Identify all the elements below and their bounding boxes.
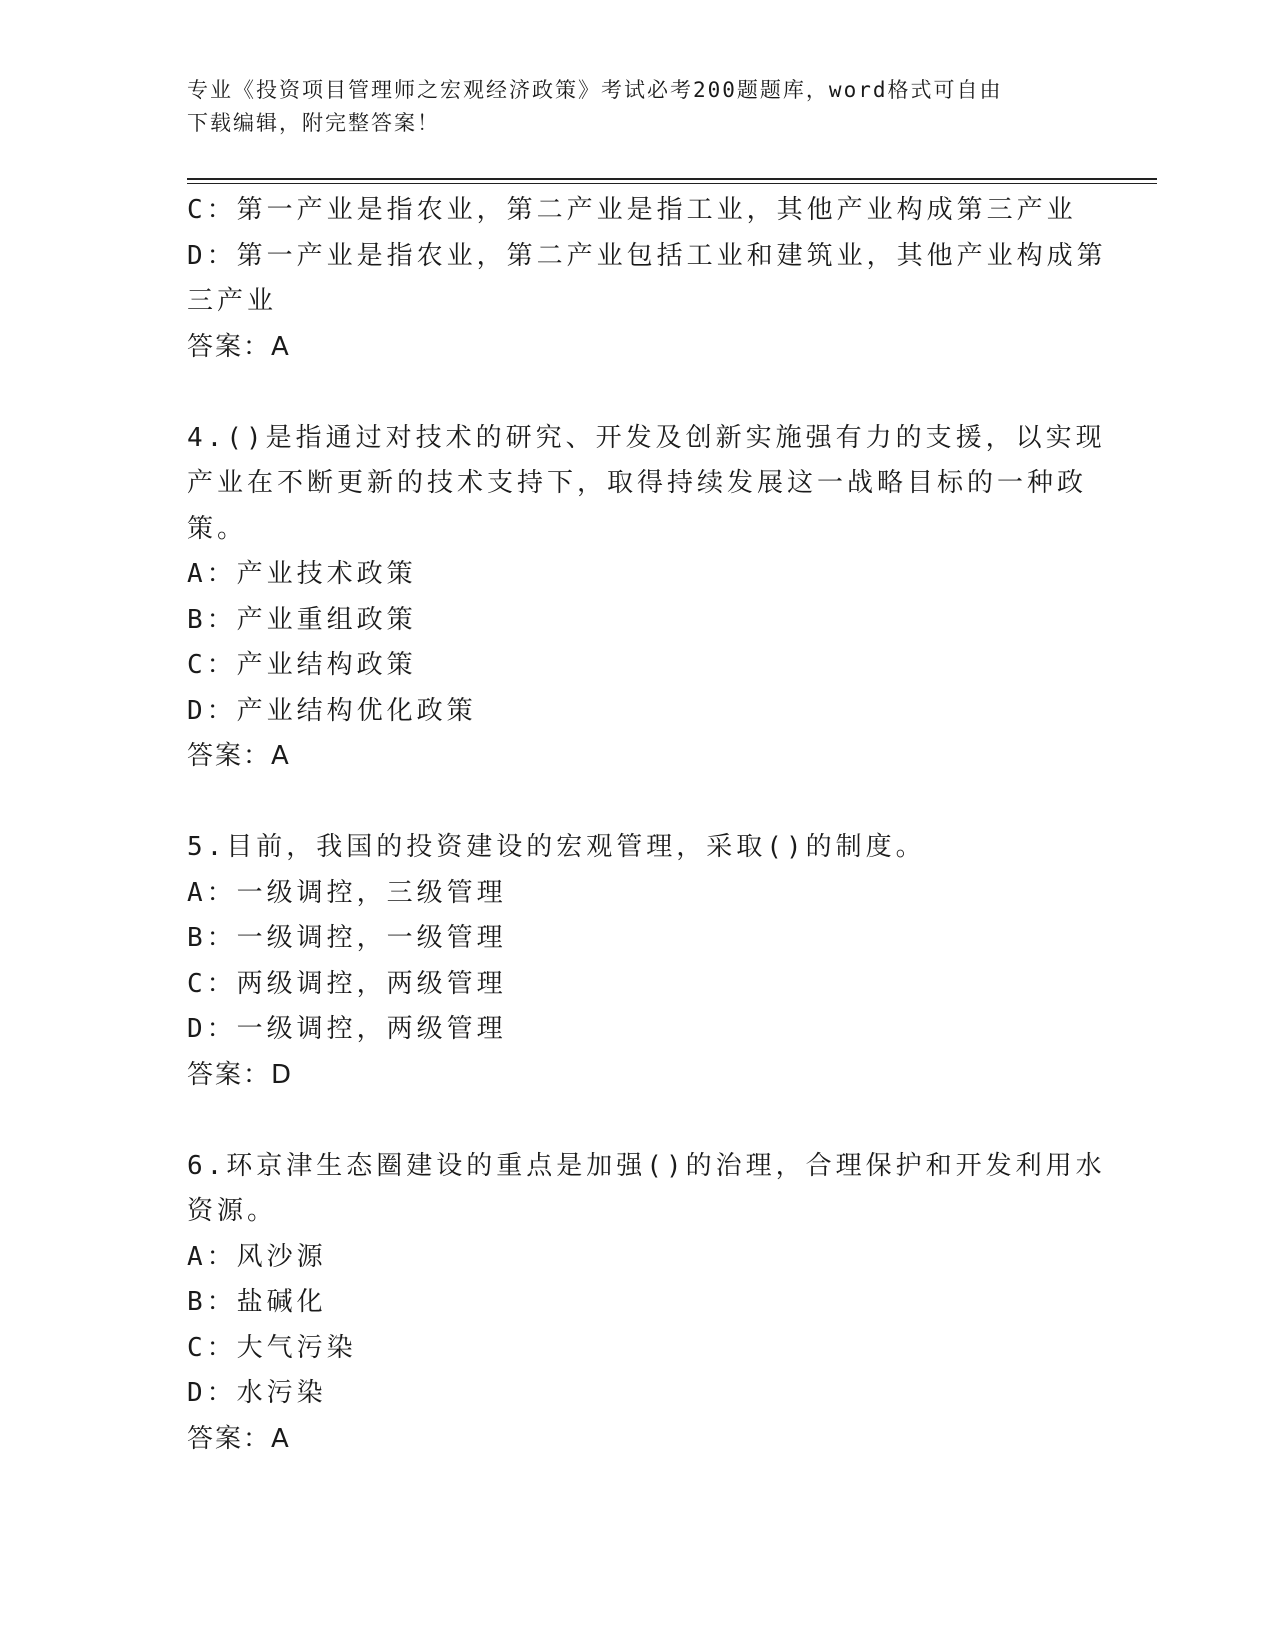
q3-option-d-line-1: D：第一产业是指农业，第二产业包括工业和建筑业，其他产业构成第 [187, 240, 1107, 271]
header-line-2: 下载编辑，附完整答案！ [187, 111, 440, 135]
question-5 [187, 825, 1087, 1098]
q5-option-b: B：一级调控，一级管理 [187, 923, 507, 953]
spacer [187, 780, 1087, 826]
q6-option-a: A：风沙源 [187, 1241, 327, 1272]
q5-answer: 答案：D [187, 1059, 294, 1090]
q3-answer: 答案：A [187, 331, 291, 362]
q4-answer: 答案：A [187, 741, 291, 771]
q5-option-c: C：两级调控，两级管理 [187, 968, 507, 999]
q6-option-d: D：水污染 [187, 1378, 327, 1408]
q4-option-c: C：产业结构政策 [187, 650, 417, 680]
spacer [187, 1098, 1087, 1144]
q3-option-c: C：第一产业是指农业，第二产业是指工业，其他产业构成第三产业 [187, 195, 1077, 225]
q4-option-d: D：产业结构优化政策 [187, 695, 477, 726]
q6-stem-line-1: 6.环京津生态圈建设的重点是加强()的治理，合理保护和开发利用水 [187, 1150, 1106, 1181]
header-divider-thin [187, 183, 1157, 184]
header-divider-thick [187, 178, 1157, 180]
q6-stem-line-2: 资源。 [187, 1196, 278, 1226]
q6-option-c: C：大气污染 [187, 1332, 357, 1363]
question-4 [187, 416, 1106, 780]
q3-option-d-line-2: 三产业 [187, 286, 278, 316]
q4-option-b: B：产业重组政策 [187, 604, 417, 635]
q4-stem-line-3: 策。 [187, 513, 248, 544]
q5-stem-line-1: 5.目前，我国的投资建设的宏观管理，采取()的制度。 [187, 832, 926, 862]
q4-stem-line-2: 产业在不断更新的技术支持下，取得持续发展这一战略目标的一种政 [187, 468, 1088, 498]
q6-option-b: B：盐碱化 [187, 1287, 327, 1317]
q5-option-a: A：一级调控，三级管理 [187, 877, 507, 908]
q4-stem-line-1: 4.()是指通过对技术的研究、开发及创新实施强有力的支援，以实现 [187, 422, 1106, 453]
question-6 [187, 1144, 1106, 1463]
q5-option-d: D：一级调控，两级管理 [187, 1014, 507, 1044]
document-header [187, 74, 1067, 140]
q4-option-a: A：产业技术政策 [187, 559, 417, 589]
q6-answer: 答案：A [187, 1423, 291, 1454]
header-line-1: 专业《投资项目管理师之宏观经济政策》考试必考200题题库，word格式可自由 [187, 78, 1003, 102]
question-3-tail [187, 188, 1107, 370]
spacer [187, 370, 1087, 416]
question-list [187, 188, 1107, 1462]
